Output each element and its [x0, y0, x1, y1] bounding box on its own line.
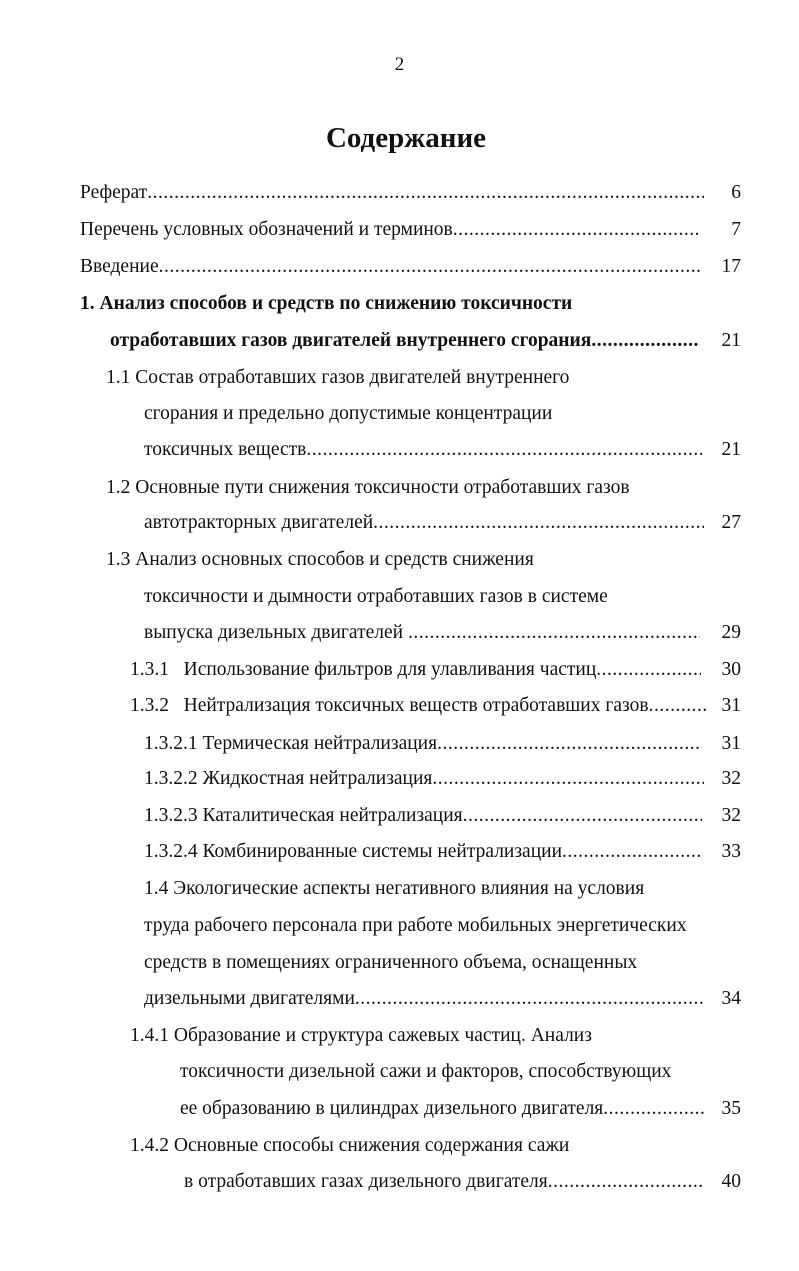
toc-page-number: 32 — [721, 805, 741, 826]
toc-section-1-4-line: 1.4 Экологические аспекты негативного влияния на условия — [144, 878, 645, 899]
toc-section-1-2-line: 1.2 Основные пути снижения токсичности отработавших газов — [106, 477, 630, 498]
toc-entry-section-1-3-2-4 — [144, 837, 702, 867]
toc-page-number: 35 — [721, 1098, 741, 1119]
toc-entry-referat — [80, 178, 704, 208]
leader-dots — [306, 435, 702, 465]
toc-page-number: 31 — [721, 733, 741, 754]
toc-page-number: 30 — [721, 659, 741, 680]
toc-page-number: 33 — [721, 841, 741, 862]
toc-page-number: 31 — [721, 695, 741, 716]
toc-entry-chapter-1 — [110, 326, 700, 356]
toc-entry-text: 1.3.2.3 Каталитическая нейтрализация — [144, 805, 463, 826]
toc-page-number: 17 — [721, 256, 741, 277]
toc-entry-section-1-4-2 — [184, 1167, 704, 1197]
toc-entry-text: в отработавших газах дизельного двигателя — [184, 1171, 548, 1192]
toc-page-number: 29 — [721, 622, 741, 643]
toc-entry-text: ее образованию в цилиндрах дизельного двигателя — [180, 1098, 604, 1119]
toc-section-1-4-line: труда рабочего персонала при работе мобильных энергетических — [144, 915, 687, 936]
toc-entry-text: 1.3.2 Нейтрализация токсичных веществ отработавших газов — [130, 695, 649, 716]
toc-entry-section-1-3-2-1 — [144, 729, 702, 759]
toc-entry-perechen — [80, 215, 698, 245]
leader-dots — [373, 508, 704, 538]
toc-section-1-4-1-line: 1.4.1 Образование и структура сажевых частиц. Анализ — [130, 1025, 592, 1046]
toc-section-1-3-line: 1.3 Анализ основных способов и средств снижения — [106, 549, 534, 570]
toc-chapter-1-line: 1. Анализ способов и средств по снижению токсичности — [80, 293, 573, 314]
page-title: Содержание — [325, 122, 487, 154]
leader-dots — [548, 1167, 704, 1197]
leader-dots — [591, 326, 700, 356]
leader-dots — [463, 801, 702, 831]
toc-entry-section-1-3-2-2 — [144, 764, 704, 794]
toc-page-number: 40 — [721, 1171, 741, 1192]
toc-entry-text: дизельными двигателями — [144, 988, 355, 1009]
toc-entry-text: выпуска дизельных двигателей — [144, 622, 408, 643]
toc-entry-text: 1.3.2.4 Комбинированные системы нейтрализации — [144, 841, 563, 862]
toc-page-number: 27 — [721, 512, 741, 533]
toc-entry-text: токсичных веществ — [144, 439, 307, 460]
toc-entry-text: Введение — [80, 256, 159, 277]
toc-section-1-4-line: средств в помещениях ограниченного объема, оснащенных — [144, 952, 638, 973]
leader-dots — [147, 178, 704, 208]
toc-page-number: 32 — [721, 768, 741, 789]
leader-dots — [432, 764, 704, 794]
leader-dots — [408, 618, 700, 648]
toc-entry-text: отработавших газов двигателей внутреннего сгорания — [110, 330, 592, 351]
page-number: 2 — [394, 54, 405, 75]
toc-entry-section-1-3-1 — [130, 655, 701, 685]
toc-entry-section-1-4 — [144, 984, 704, 1014]
toc-page-number: 6 — [731, 182, 741, 203]
toc-entry-text: автотракторных двигателей — [144, 512, 374, 533]
leader-dots — [562, 837, 702, 867]
leader-dots — [453, 215, 698, 245]
toc-entry-section-1-2 — [144, 508, 704, 538]
toc-entry-vvedenie — [80, 252, 700, 282]
leader-dots — [596, 655, 701, 685]
leader-dots — [355, 984, 704, 1014]
toc-section-1-3-line: токсичности и дымности отработавших газов в системе — [144, 586, 608, 607]
toc-page-number: 7 — [731, 219, 741, 240]
toc-entry-section-1-4-1 — [180, 1094, 704, 1124]
toc-entry-section-1-1 — [144, 435, 702, 465]
toc-section-1-1-line: 1.1 Состав отработавших газов двигателей внутреннего — [106, 367, 570, 388]
toc-page-number: 21 — [721, 330, 741, 351]
toc-page-number: 34 — [721, 988, 741, 1009]
leader-dots — [159, 252, 700, 282]
toc-section-1-4-1-line: токсичности дизельной сажи и факторов, способствующих — [180, 1061, 672, 1082]
toc-entry-text: 1.3.2.2 Жидкостная нейтрализация — [144, 768, 433, 789]
toc-page-number: 21 — [721, 439, 741, 460]
toc-section-1-4-2-line: 1.4.2 Основные способы снижения содержания сажи — [130, 1135, 570, 1156]
toc-entry-text: Перечень условных обозначений и терминов — [80, 219, 453, 240]
toc-entry-text: Реферат — [80, 182, 148, 203]
toc-entry-section-1-3-2 — [130, 691, 708, 721]
toc-entry-section-1-3 — [144, 618, 700, 648]
toc-entry-text: 1.3.2.1 Термическая нейтрализация — [144, 733, 438, 754]
toc-section-1-1-line: сгорания и предельно допустимые концентрации — [144, 403, 553, 424]
toc-entry-text: 1.3.1 Использование фильтров для улавливания частиц — [130, 659, 597, 680]
leader-dots — [603, 1094, 704, 1124]
toc-entry-section-1-3-2-3 — [144, 801, 702, 831]
leader-dots — [437, 729, 702, 759]
